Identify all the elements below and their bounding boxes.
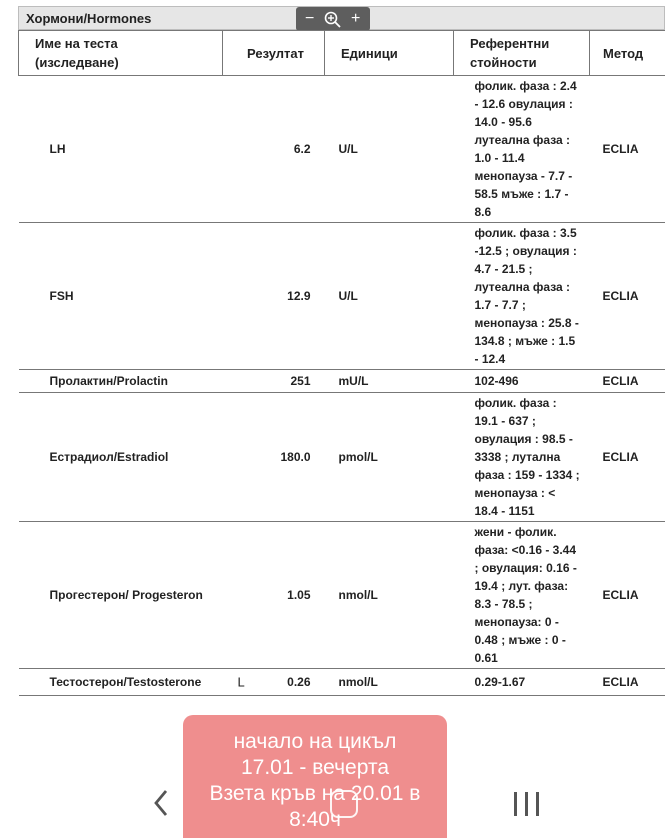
reference-line: 19.4 ; лут. фаза: (474, 579, 569, 593)
test-method: ECLIA (590, 669, 665, 696)
table-row (19, 223, 665, 370)
reference-line: ; овулация: 0.16 - (474, 561, 577, 575)
test-unit: nmol/L (325, 669, 454, 696)
reference-line: фолик. фаза : 2.4 (474, 79, 577, 93)
note-line: 8:40ч (289, 808, 341, 831)
test-unit: U/L (325, 76, 454, 223)
test-result: 1.05 (223, 522, 325, 669)
zoom-in-button[interactable]: + (351, 10, 361, 27)
reference-line: менопауза: 0 - (474, 615, 559, 629)
test-unit: nmol/L (325, 522, 454, 669)
recent-apps-icon[interactable] (512, 792, 542, 816)
reference-line: менопауза : 25.8 - (474, 316, 579, 330)
test-reference (454, 370, 590, 393)
reference-line: 1.0 - 11.4 (474, 151, 525, 165)
header-result: Резултат (223, 31, 325, 76)
section-title: Хормони/Hormones (26, 11, 152, 26)
test-name: Тестостерон/Testosterone (19, 669, 223, 696)
header-method: Метод (590, 31, 665, 76)
reference-line: 0.61 (474, 651, 498, 665)
zoom-toolbar (296, 7, 370, 31)
header-test-name-line2: (изследване) (35, 55, 119, 70)
hormones-table (18, 30, 665, 696)
note-line: Взета кръв на 20.01 в (209, 782, 421, 805)
reference-line: лутеална фаза : (474, 280, 571, 294)
reference-line: 3338 ; лутална (474, 450, 561, 464)
zoom-magnifier-icon[interactable] (323, 10, 343, 30)
reference-line: жени - фолик. (474, 525, 557, 539)
test-method: ECLIA (590, 393, 665, 522)
note-overlay (183, 715, 447, 838)
test-result: 180.0 (223, 393, 325, 522)
header-units: Единици (325, 31, 454, 76)
reference-line: фолик. фаза : 3.5 (474, 226, 577, 240)
test-result: 251 (223, 370, 325, 393)
test-result: 0.26 (287, 675, 311, 689)
header-test-name-line1: Име на теста (35, 36, 118, 51)
table-row (19, 669, 665, 696)
reference-line: 102-496 (474, 374, 519, 388)
header-reference-line1: Референтни (470, 36, 550, 51)
test-name: FSH (19, 223, 223, 370)
reference-line: 134.8 ; мъже : 1.5 (474, 334, 576, 348)
test-result: 12.9 (223, 223, 325, 370)
reference-line: 1.7 - 7.7 ; (474, 298, 526, 312)
reference-line: - 12.6 овулация : (474, 97, 573, 111)
reference-line: овулация : 98.5 - (474, 432, 573, 446)
test-unit: pmol/L (325, 393, 454, 522)
reference-line: менопауза - 7.7 - (474, 169, 573, 183)
reference-line: 14.0 - 95.6 (474, 115, 532, 129)
reference-line: 4.7 - 21.5 ; (474, 262, 533, 276)
home-icon[interactable] (330, 790, 358, 818)
reference-line: менопауза : < (474, 486, 556, 500)
test-reference (454, 669, 590, 696)
test-result-cell (223, 669, 325, 696)
reference-line: 19.1 - 637 ; (474, 414, 536, 428)
reference-line: 8.6 (474, 205, 492, 219)
low-flag: L (237, 674, 245, 690)
reference-line: 0.29-1.67 (474, 675, 526, 689)
test-method: ECLIA (590, 223, 665, 370)
table-row (19, 76, 665, 223)
header-reference (454, 31, 590, 76)
test-reference (454, 522, 590, 669)
note-line: 17.01 - вечерта (240, 756, 389, 779)
test-method: ECLIA (590, 370, 665, 393)
test-method: ECLIA (590, 76, 665, 223)
test-unit: U/L (325, 223, 454, 370)
test-name: Прогестерон/ Progesteron (19, 522, 223, 669)
test-name: LH (19, 76, 223, 223)
header-reference-line2: стойности (470, 55, 537, 70)
reference-line: фолик. фаза : (474, 396, 557, 410)
reference-line: 8.3 - 78.5 ; (474, 597, 533, 611)
test-reference (454, 76, 590, 223)
reference-line: 58.5 мъже : 1.7 - (474, 187, 569, 201)
header-test-name (19, 31, 223, 76)
reference-line: фаза: <0.16 - 3.44 (474, 543, 577, 557)
test-unit: mU/L (325, 370, 454, 393)
reference-line: фаза : 159 - 1334 ; (474, 468, 580, 482)
reference-line: лутеална фаза : (474, 133, 571, 147)
reference-line: 0.48 ; мъже : 0 - (474, 633, 566, 647)
test-reference (454, 393, 590, 522)
table-row (19, 393, 665, 522)
table-header-row (19, 31, 665, 76)
test-reference (454, 223, 590, 370)
chevron-left-icon[interactable] (150, 787, 172, 819)
note-line: начало на цикъл (233, 730, 397, 753)
test-name: Пролактин/Prolactin (19, 370, 223, 393)
zoom-out-button[interactable]: − (305, 10, 315, 27)
reference-line: - 12.4 (474, 352, 506, 366)
reference-line: 18.4 - 1151 (474, 504, 535, 518)
table-row (19, 522, 665, 669)
test-name: Естрадиол/Estradiol (19, 393, 223, 522)
reference-line: -12.5 ; овулация : (474, 244, 577, 258)
test-result: 6.2 (223, 76, 325, 223)
table-row (19, 370, 665, 393)
test-method: ECLIA (590, 522, 665, 669)
